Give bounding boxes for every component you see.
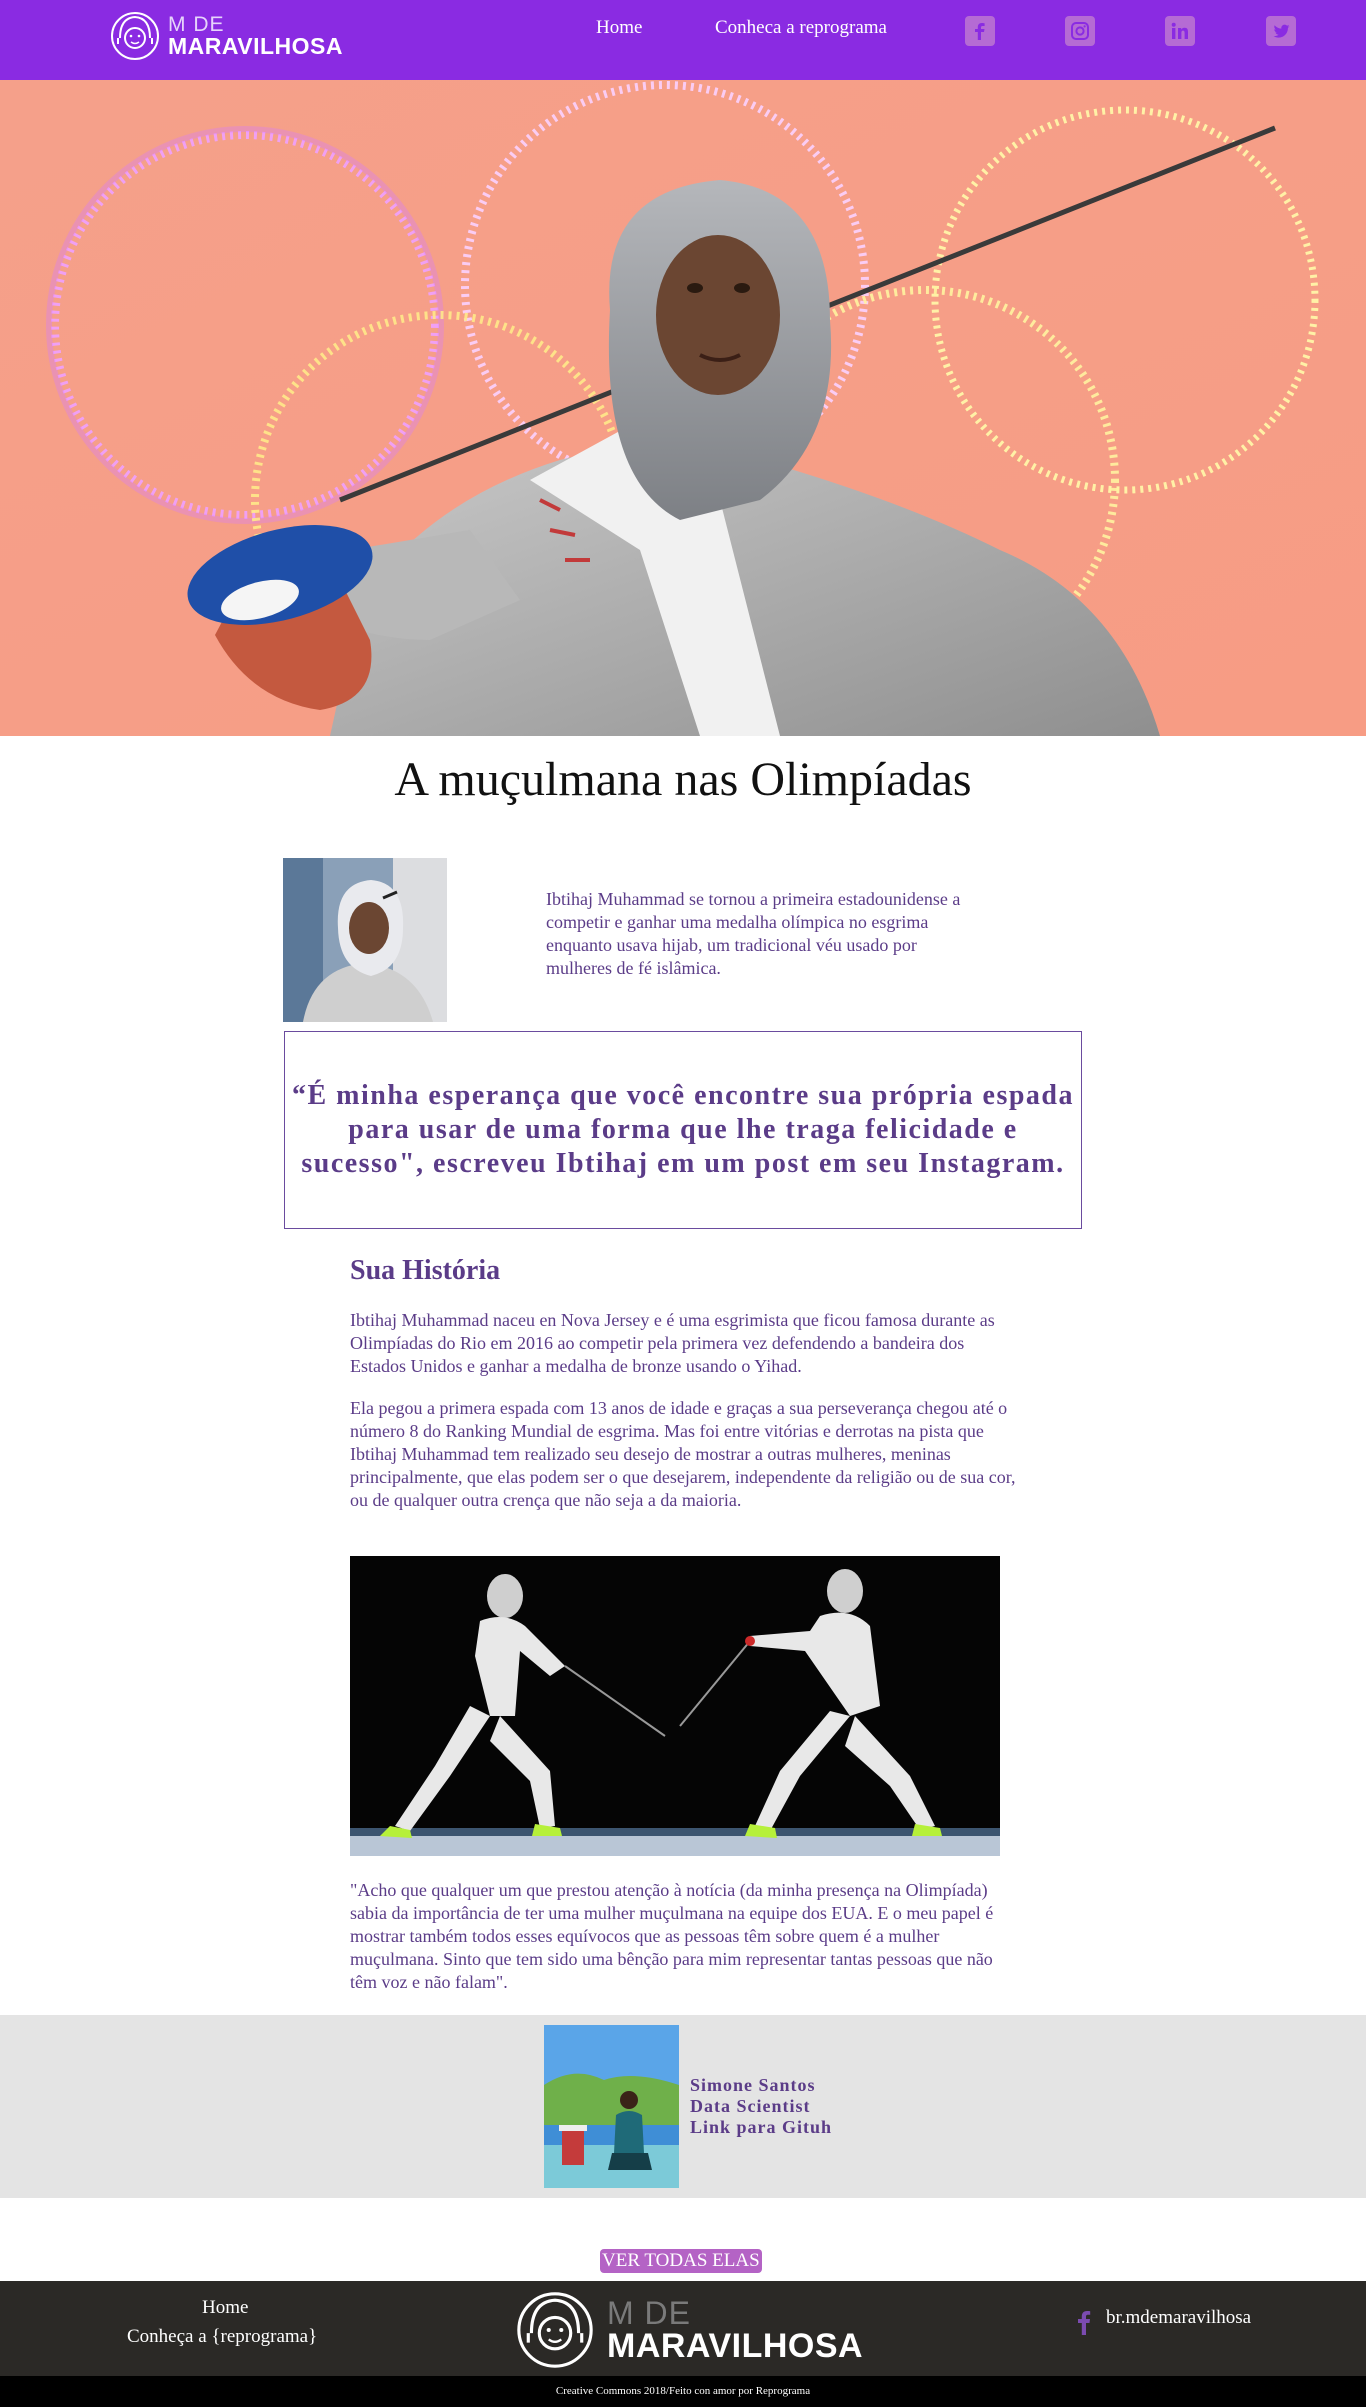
history-heading: Sua História bbox=[350, 1255, 501, 1286]
logo-line-2: MARAVILHOSA bbox=[168, 33, 344, 59]
linkedin-icon[interactable] bbox=[1165, 16, 1195, 46]
hero-banner-image bbox=[0, 80, 1366, 736]
footer-logo-line-2: MARAVILHOSA bbox=[607, 2327, 864, 2365]
site-logo[interactable] bbox=[110, 8, 343, 64]
footer-logo[interactable] bbox=[515, 2286, 863, 2374]
author-photo bbox=[544, 2025, 679, 2188]
history-paragraph-2: Ela pegou a primera espada com 13 anos de idade e graças a sua perseverança chegou até o número 8 do Ranking Mundial de esgrima. Mas foi entre vitórias e derrotas na pista que Ibtihaj Muhammad tem realizado seu desejo de mostrar a outras mulheres, meninas principalmente, que elas podem ser o que desejarem, independente da religião ou de sua cor, ou de qualquer outra crença que não seja a da maioria. bbox=[350, 1398, 1016, 1510]
facebook-icon[interactable] bbox=[1077, 2309, 1091, 2335]
twitter-icon[interactable] bbox=[1266, 16, 1296, 46]
facebook-icon[interactable] bbox=[965, 16, 995, 46]
author-name: Simone Santos bbox=[690, 2075, 816, 2095]
footer-logo-line-1: M DE bbox=[607, 2295, 691, 2331]
nav-home-link[interactable]: Home bbox=[596, 17, 643, 38]
author-role: Data Scientist bbox=[690, 2096, 811, 2116]
footer-conheca-link[interactable]: Conheça a {reprograma} bbox=[127, 2326, 318, 2347]
footer-facebook-handle[interactable]: br.mdemaravilhosa bbox=[1106, 2307, 1252, 2328]
intro-paragraph: Ibtihaj Muhammad se tornou a primeira estadounidense a competir e ganhar uma medalha olímpica no esgrima enquanto usava hijab, um tradicional véu usado por mulheres de fé islâmica. bbox=[546, 889, 961, 978]
quote-text: “É minha esperança que você encontre sua própria espada para usar de uma forma que lhe traga felicidade e sucesso", escreveu Ibtihaj em um post em seu Instagram. bbox=[292, 1080, 1074, 1179]
author-section bbox=[0, 2015, 1366, 2198]
ver-todas-elas-button[interactable]: VER TODAS ELAS bbox=[602, 2250, 760, 2271]
history-paragraph-3: "Acho que qualquer um que prestou atenção à notícia (da minha presença na Olimpíada) sabia da importância de ter uma mulher muçulmana na equipe dos EUA. E o meu papel é mostrar também todos esses equívocos que as pessoas têm sobre quem é a mulher muçulmana. Sinto que tem sido uma bênção para mim representar tantas pessoas que não têm voz e não falam". bbox=[350, 1880, 994, 1992]
woman-face-logo-icon bbox=[110, 8, 160, 64]
copyright-bar: Creative Commons 2018/Feito con amor por Reprograma bbox=[0, 2376, 1366, 2407]
top-navbar bbox=[0, 0, 1366, 80]
nav-conheca-link[interactable]: Conheca a reprograma bbox=[715, 17, 887, 38]
page-title: A muçulmana nas Olimpíadas bbox=[394, 753, 972, 806]
fencing-match-image bbox=[350, 1556, 1000, 1856]
ibtihaj-portrait-image bbox=[283, 858, 447, 1022]
logo-line-1: M DE bbox=[168, 13, 225, 36]
woman-face-logo-icon bbox=[515, 2286, 595, 2374]
history-paragraph-1: Ibtihaj Muhammad naceu en Nova Jersey e é uma esgrimista que ficou famosa durante as Olimpíadas do Rio em 2016 ao competir pela primera vez defendendo a bandeira dos Estados Unidos e ganhar a medalha de bronze usando o Yihad. bbox=[350, 1310, 995, 1376]
quote-box bbox=[284, 1031, 1082, 1229]
instagram-icon[interactable] bbox=[1065, 16, 1095, 46]
footer bbox=[0, 2281, 1366, 2376]
author-github-link[interactable]: Link para Gituh bbox=[690, 2117, 833, 2137]
author-info bbox=[690, 2075, 832, 2138]
footer-home-link[interactable]: Home bbox=[202, 2297, 249, 2318]
